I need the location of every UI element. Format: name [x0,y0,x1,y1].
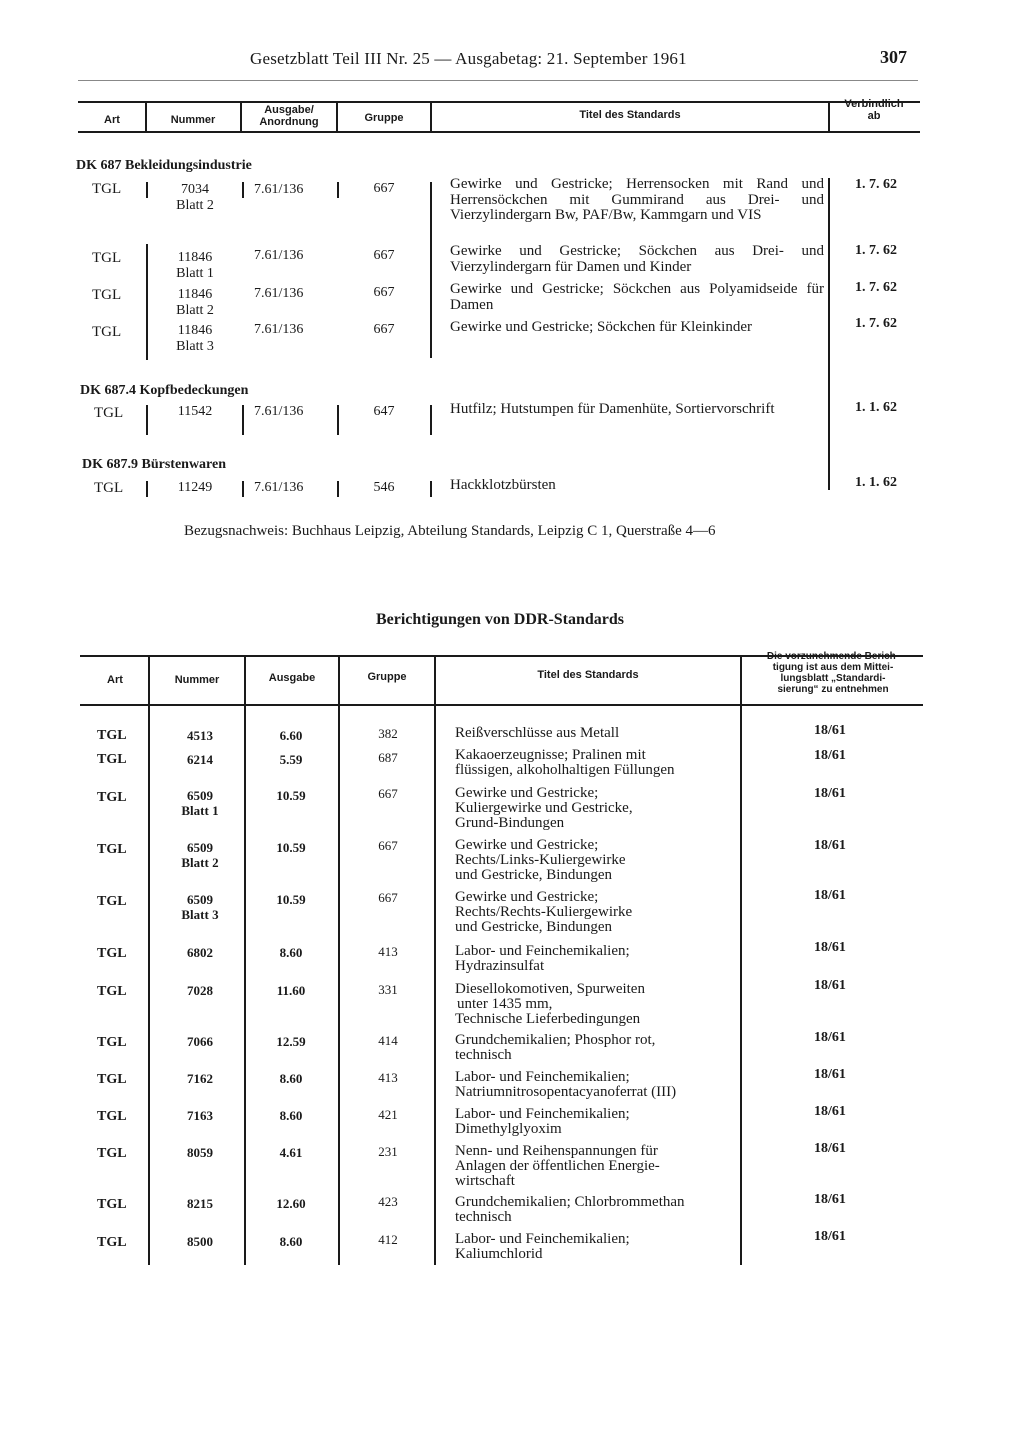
row-art: TGL [94,405,124,421]
table2-header-rule [80,704,923,706]
row-title-line: Rechts/Rechts-Kuliergewirke [455,904,633,921]
row-art: TGL [97,894,127,909]
column-rule [828,178,830,490]
col-header-ref-line: sierung“ zu entnehmen [777,684,889,695]
row-gruppe: 331 [378,982,398,997]
col-header-titel: Titel des Standards [579,109,681,121]
row-art: TGL [97,946,127,961]
row-ref: 18/61 [814,723,846,738]
row-date: 1. 7. 62 [855,177,897,192]
row-nummer-line: 11846 [177,287,213,302]
cell-rule [337,405,339,435]
col-header-ref [742,651,924,695]
col-header-nummer: Nummer [174,674,220,686]
row-ausgabe: 11.60 [276,983,306,998]
table1-top-rule [78,101,920,103]
row-art: TGL [97,752,127,767]
row-title [455,1195,745,1225]
row-title [455,786,745,832]
row-title-line: Kuliergewirke und Gestricke, [455,800,633,817]
row-nummer: 8500 [187,1234,213,1249]
row-ausgabe: 7.61/136 [254,182,304,197]
cell-rule [430,481,432,497]
row-ausgabe: 7.61/136 [254,322,304,337]
head-rule [78,80,918,81]
row-art: TGL [94,480,124,496]
table-row [0,1141,1024,1194]
row-art: TGL [92,324,122,340]
row-nummer: 7028 [187,983,213,998]
table-row [0,723,1024,746]
row-ref: 18/61 [814,786,846,801]
row-art: TGL [97,1146,127,1161]
row-nummer: 8059 [187,1145,213,1160]
table-row [0,748,1024,784]
cell-rule [242,182,244,198]
row-gruppe: 667 [378,890,398,905]
row-date: 1. 7. 62 [855,316,897,331]
row-title-line: technisch [455,1047,512,1064]
col-header-ref-line: lungsblatt „Standardi- [780,673,886,684]
col-header-ref-line: Die vorzunehmende Berich- [766,651,900,662]
row-nummer: 7066 [187,1034,213,1049]
row-art: TGL [97,842,127,857]
row-ref: 18/61 [814,748,846,763]
row-ausgabe: 10.59 [276,788,306,803]
row-title-line: Anlagen der öffentlichen Energie- [455,1158,660,1175]
row-title: Gewirke und Gestricke; Söckchen aus Polyamidseide für Damen [450,281,824,313]
row-title-line: Diesellokomotiven, Spurweiten [455,981,645,997]
row-ausgabe: 6.60 [279,728,303,743]
row-title [455,944,745,974]
row-gruppe: 414 [378,1033,398,1048]
corrections-heading: Berichtigungen von DDR-Standards [375,611,625,628]
row-date: 1. 7. 62 [855,280,897,295]
row-nummer-line: Blatt 3 [181,907,219,922]
row-art: TGL [92,250,122,266]
row-title: Gewirke und Gestricke; Söckchen für Kleinkinder [450,319,752,335]
row-title [455,1232,745,1262]
row-gruppe: 546 [373,480,395,495]
row-art: TGL [97,1197,127,1212]
table-row [0,1229,1024,1268]
col-header-titel: Titel des Standards [537,669,639,681]
row-title: Hackklotzbürsten [450,477,556,493]
col-header-nummer: Nummer [170,114,216,126]
row-title: Gewirke und Gestricke; Söckchen aus Drei- und Vierzylindergarn für Damen und Kinder [450,243,824,275]
row-gruppe: 231 [378,1144,398,1159]
col-header-verbindlich [830,98,918,122]
row-nummer: 7162 [187,1071,213,1086]
table-row [0,786,1024,836]
row-title-line: Reißverschlüsse aus Metall [455,725,620,741]
row-nummer: 6802 [187,945,213,960]
section-heading: DK 687.9 Bürstenwaren [82,457,227,472]
col-header-ausgabe: Ausgabe [268,672,316,684]
row-nummer-line: Blatt 1 [176,266,214,281]
row-gruppe: 667 [378,786,398,801]
reference-note: Bezugsnachweis: Buchhaus Leipzig, Abteilung Standards, Leipzig C 1, Querstraße 4—6 [184,523,716,539]
row-art: TGL [97,728,127,743]
row-gruppe: 413 [378,1070,398,1085]
row-art: TGL [97,1109,127,1124]
row-gruppe: 667 [373,181,395,196]
row-nummer: 11542 [177,404,213,419]
row-gruppe: 667 [373,248,395,263]
row-ref: 18/61 [814,1067,846,1082]
row-ref: 18/61 [814,888,846,903]
row-gruppe: 687 [378,750,398,765]
row-nummer-line: 6509 [187,840,213,855]
row-ausgabe: 7.61/136 [254,286,304,301]
row-title-line: unter 1435 mm, [457,996,553,1013]
table-row [0,1067,1024,1106]
row-ref: 18/61 [814,838,846,853]
row-ausgabe: 4.61 [279,1145,303,1160]
row-title-line: Technische Lieferbedingungen [455,1011,641,1028]
row-title-line: Labor- und Feinchemikalien; [455,943,630,959]
row-title-line: flüssigen, alkoholhaltigen Füllungen [455,762,675,779]
row-title [455,1144,745,1190]
row-title-line: Labor- und Feinchemikalien; [455,1069,630,1085]
row-ausgabe: 12.60 [276,1196,306,1211]
table1-header-rule [78,131,920,133]
cell-rule [242,405,244,435]
table-row [0,940,1024,980]
row-gruppe: 667 [373,322,395,337]
row-ausgabe: 7.61/136 [254,480,304,495]
row-nummer [150,892,250,922]
row-title-line: Grund-Bindungen [455,815,565,832]
row-nummer: 8215 [187,1196,213,1211]
row-title-line: Rechts/Links-Kuliergewirke [455,852,626,869]
row-art: TGL [92,181,122,197]
row-art: TGL [97,790,127,805]
page-number: 307 [880,47,907,67]
col-header-gruppe: Gruppe [364,112,404,124]
row-ref: 18/61 [814,1192,846,1207]
row-title-line: Labor- und Feinchemikalien; [455,1231,630,1247]
row-ausgabe: 7.61/136 [254,404,304,419]
table-row [0,890,1024,940]
row-title-line: Natriumnitrosopentacyanoferrat (III) [455,1084,677,1101]
row-nummer-line: 7034 [181,182,209,197]
row-date: 1. 1. 62 [855,475,897,490]
row-nummer [145,250,245,282]
row-nummer-line: Blatt 1 [181,803,219,818]
row-nummer-line: 11846 [177,250,213,265]
row-title [455,838,745,884]
row-ausgabe: 7.61/136 [254,248,304,263]
row-nummer-line: Blatt 2 [181,855,219,870]
row-gruppe: 413 [378,944,398,959]
row-nummer [145,287,245,319]
col-header-art: Art [104,114,120,126]
table-row [0,838,1024,888]
row-title-line: Grundchemikalien; Phosphor rot, [455,1032,656,1048]
row-nummer: 7163 [187,1108,213,1123]
row-title [455,1033,745,1063]
row-title-line: Gewirke und Gestricke; [455,889,599,905]
row-title-line: Hydrazinsulfat [455,958,545,975]
row-title [455,890,745,936]
row-ausgabe: 8.60 [279,1234,303,1249]
col-header-ausgabe-line: Ausgabe/ [264,104,314,116]
row-ausgabe: 8.60 [279,1108,303,1123]
row-gruppe: 421 [378,1107,398,1122]
row-date: 1. 1. 62 [855,400,897,415]
row-nummer [145,323,245,355]
table-row [0,1104,1024,1143]
row-gruppe: 382 [378,726,398,741]
row-nummer [150,788,250,818]
row-title: Gewirke und Gestricke; Herrensocken mit Rand und Herrensöckchen mit Gummirand aus Drei- und Vierzylindergarn Bw, PAF/Bw, Kammgarn und VIS [450,176,824,223]
row-title-line: Gewirke und Gestricke; [455,785,599,801]
row-ref: 18/61 [814,978,846,993]
row-title-line: wirtschaft [455,1173,515,1190]
row-ausgabe: 10.59 [276,840,306,855]
row-ausgabe: 8.60 [279,1071,303,1086]
row-art: TGL [97,1235,127,1250]
row-title [455,748,745,778]
row-title-line: Kakaoerzeugnisse; Pralinen mit [455,747,646,763]
row-title-line: Gewirke und Gestricke; [455,837,599,853]
table-row [0,1192,1024,1231]
cell-rule [430,405,432,435]
row-art: TGL [97,984,127,999]
row-nummer-line: 6509 [187,892,213,907]
row-title [455,982,745,1028]
row-ref: 18/61 [814,940,846,955]
row-gruppe: 423 [378,1194,398,1209]
col-header-verbindlich-line: Verbindlich [844,98,904,110]
cell-rule [430,182,432,358]
row-title-line: Labor- und Feinchemikalien; [455,1106,630,1122]
row-ausgabe: 8.60 [279,945,303,960]
col-header-ausgabe-line: Anordnung [259,116,319,128]
col-header-ref-line: tigung ist aus dem Mittei- [772,662,894,673]
row-title-line: und Gestricke, Bindungen [455,919,613,936]
row-ausgabe: 5.59 [279,752,303,767]
row-nummer [145,182,245,214]
row-gruppe: 412 [378,1232,398,1247]
row-gruppe: 647 [373,404,395,419]
row-nummer-line: Blatt 2 [176,198,214,213]
col-header-gruppe: Gruppe [367,671,407,683]
section-heading: DK 687.4 Kopfbedeckungen [80,383,249,398]
row-date: 1. 7. 62 [855,243,897,258]
table-row [0,1030,1024,1069]
row-nummer [150,840,250,870]
running-head: Gesetzblatt Teil III Nr. 25 — Ausgabetag: 21. September 1961 [250,49,687,68]
row-title [455,1070,745,1100]
row-title [455,1107,745,1137]
row-gruppe: 667 [373,285,395,300]
row-ref: 18/61 [814,1104,846,1119]
row-title: Hutfilz; Hutstumpen für Damenhüte, Sortiervorschrift [450,401,775,417]
row-gruppe: 667 [378,838,398,853]
row-art: TGL [97,1035,127,1050]
row-nummer-line: Blatt 3 [176,339,214,354]
row-nummer-line: 6509 [187,788,213,803]
cell-rule [337,182,339,198]
row-title-line: technisch [455,1209,512,1226]
col-header-ausgabe [242,104,336,128]
row-ref: 18/61 [814,1141,846,1156]
row-title-line: und Gestricke, Bindungen [455,867,613,884]
row-title-line: Dimethylglyoxim [455,1121,562,1138]
row-ref: 18/61 [814,1030,846,1045]
row-ausgabe: 12.59 [276,1034,306,1049]
row-art: TGL [92,287,122,303]
col-header-verbindlich-line: ab [867,110,881,122]
row-nummer: 11249 [177,480,213,495]
table-row [0,978,1024,1032]
col-header-art: Art [107,674,123,686]
row-nummer-line: 11846 [177,323,213,338]
section-heading: DK 687 Bekleidungsindustrie [76,158,252,173]
row-nummer: 4513 [187,728,213,743]
row-title-line: Nenn- und Reihenspannungen für [455,1143,658,1159]
row-title-line: Kaliumchlorid [455,1246,543,1263]
row-title [455,726,745,741]
row-ref: 18/61 [814,1229,846,1244]
row-nummer: 6214 [187,752,213,767]
row-art: TGL [97,1072,127,1087]
cell-rule [337,481,339,497]
row-ausgabe: 10.59 [276,892,306,907]
row-nummer-line: Blatt 2 [176,303,214,318]
row-title-line: Grundchemikalien; Chlorbrommethan [455,1194,685,1210]
cell-rule [242,481,244,497]
